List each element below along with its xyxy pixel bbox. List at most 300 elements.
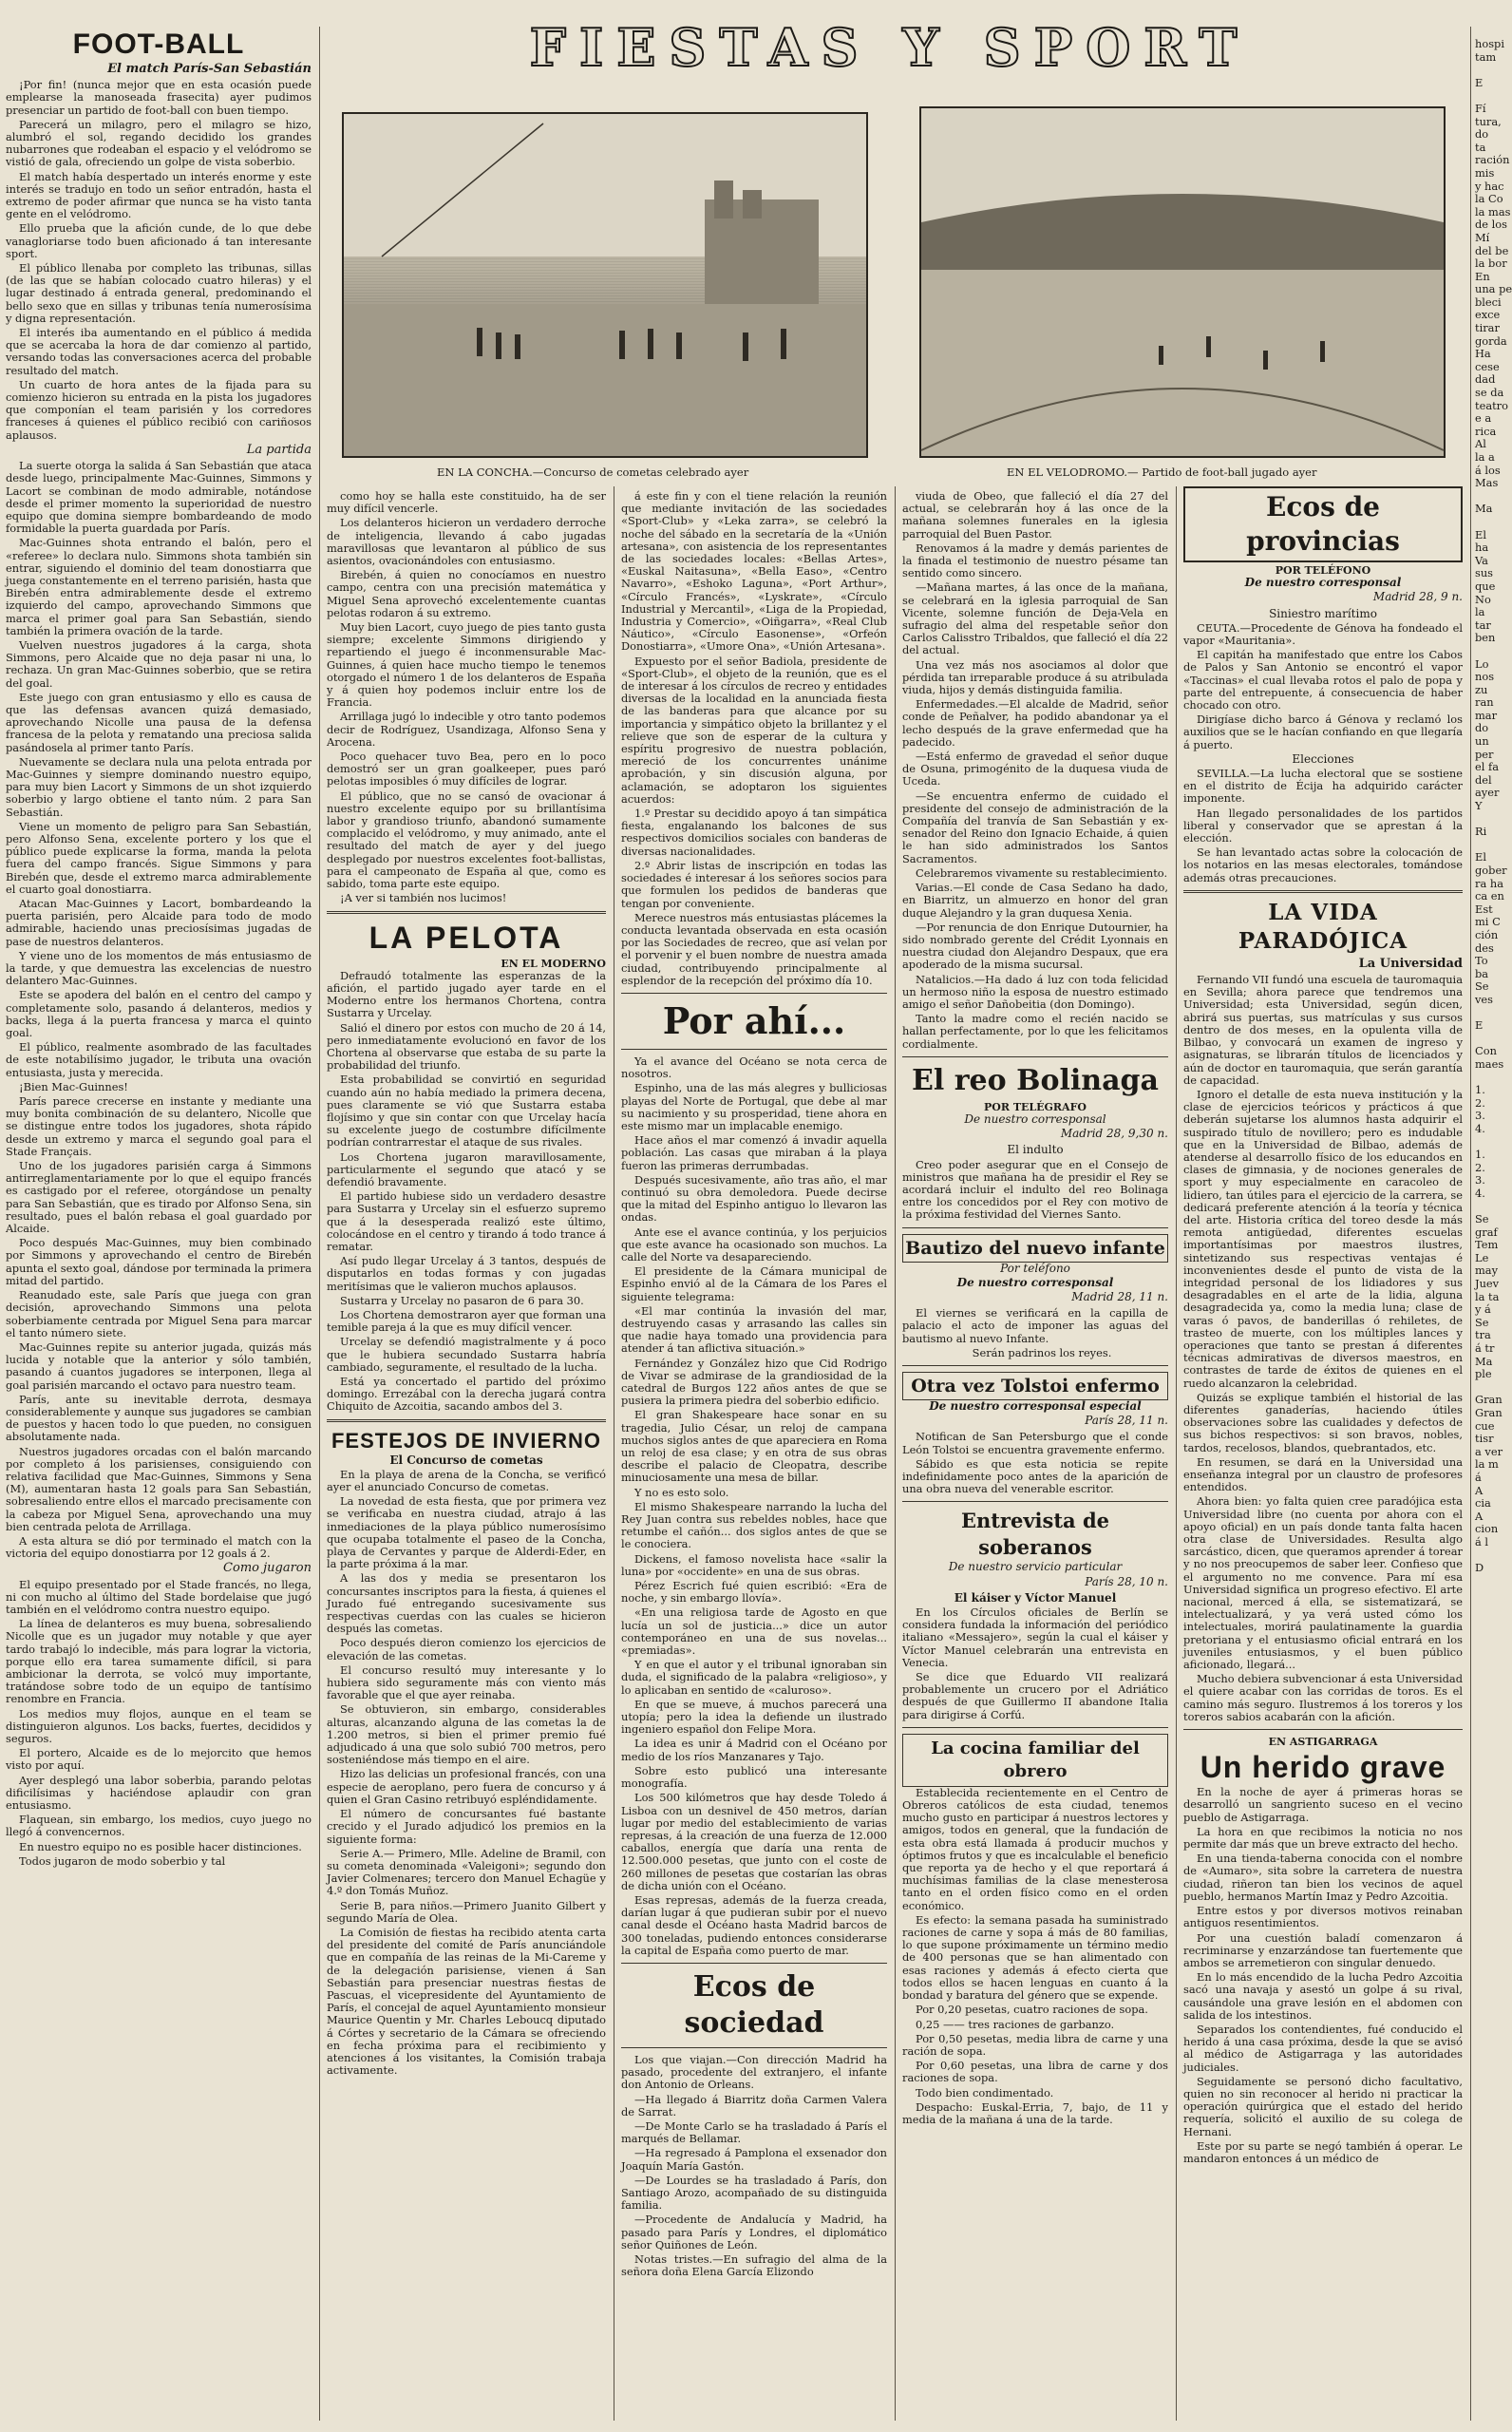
paragraph: Después sucesivamente, año tras año, el mar continuó su obra demoledora. Puede decirse que la mitad del Espinho antiguo lo llevaron las ondas. xyxy=(621,1172,887,1225)
paragraph: SEVILLA.—La lucha electoral que se sostiene en el distrito de Écija ha adquirido carácter imponente. xyxy=(1183,767,1463,806)
text-fragment: Ha xyxy=(1475,347,1491,361)
paragraph: En los Círculos oficiales de Berlín se considera fundada la información del periódico italiano «Messajero», según la cual el káiser y Víctor Manuel celebrarán una entrevista en Venecia. xyxy=(902,1606,1168,1669)
paragraph: viuda de Obeo, que falleció el día 27 del actual, se celebrarán hoy á las once de la mañana solemnes funerales en la iglesia parroquial del Buen Pastor. xyxy=(902,489,1168,541)
dateline: Madrid 28, 9 n. xyxy=(1372,590,1463,604)
text-fragment: Tem xyxy=(1475,1238,1499,1252)
text-fragment: tura, xyxy=(1475,114,1502,128)
text-fragment: mar xyxy=(1475,708,1498,722)
text-fragment: y hac xyxy=(1475,179,1504,193)
text-fragment: ves xyxy=(1475,992,1494,1006)
text-fragment: maes xyxy=(1475,1056,1504,1071)
paragraph: Natalicios.—Ha dado á luz con toda felicidad un hermoso niño la esposa de nuestro estimado amigo el señor Dañobeitia (don Domingo). xyxy=(902,972,1168,1011)
paragraph: Poco después Mac-Guinnes, muy bien combinado por Simmons y aprovechando el centro de Birebén apunta el sexto goal, dándose por terminada la primera mitad del partido. xyxy=(6,1236,312,1287)
paragraph: Los Chortena jugaron maravillosamente, particularmente el segundo que atacó y se defendió bravamente. xyxy=(327,1150,606,1188)
column-provincias xyxy=(1183,486,1463,2422)
paragraph: Mac-Guinnes repite su anterior jugada, quizás más lucida y notable que la anterior y sólo también, pasando á cuantos jugadores se interponen, llega al goal parisién marcando el octavo para nuestro team. xyxy=(6,1340,312,1392)
text-fragment: Gran xyxy=(1475,1393,1503,1407)
text-fragment: Lo xyxy=(1475,656,1489,671)
paragraph: Salió el dinero por estos con mucho de 20 á 14, pero inmediatamente evolucionó en favor de los Chortena al observarse que estaba de su parte la probabilidad del triunfo. xyxy=(327,1020,606,1073)
paragraph: Hizo las delicias un profesional francés, con una especie de aeroplano, pero fuera de concurso y á quien el Gran Casino retribuyó espléndidamente. xyxy=(327,1767,606,1806)
text-fragment: la mas xyxy=(1475,204,1511,218)
paragraph: En la playa de arena de la Concha, se verificó ayer el anunciado Concurso de cometas. xyxy=(327,1467,606,1494)
paragraph: Los delanteros hicieron un verdadero derroche de inteligencia, llevando á cabo jugadas maravillosas que levantaron al público de sus asientos, ovacionándoles con entusiasmo. xyxy=(327,516,606,568)
paragraph: Los Chortena demostraron ayer que forman una temible pareja á la que es muy difícil vencer. xyxy=(327,1307,606,1335)
paragraph: El concurso resultó muy interesante y lo hubiera sido seguramente más con viento más favorable que el que ayer reinaba. xyxy=(327,1662,606,1702)
text-fragment: 4. xyxy=(1475,1121,1485,1135)
paragraph: A las dos y media se presentaron los concursantes inscriptos para la fiesta, á quienes el Jurado fué entregando sucesivamente sus respectivas cuerdas con las cuales se hicieron después las cometas. xyxy=(327,1571,606,1636)
article-subtitle: Elecciones xyxy=(1292,751,1354,766)
text-fragment: la xyxy=(1475,605,1485,619)
paragraph: El viernes se verificará en la capilla de palacio el acto de imponer las aguas del bautismo al nuevo Infante. xyxy=(902,1306,1168,1345)
text-fragment: rica xyxy=(1475,424,1497,438)
caption-concha: EN LA CONCHA.—Concurso de cometas celebrado ayer xyxy=(437,466,749,479)
paragraph: Dickens, el famoso novelista hace «salir la luna» por «occidente» en una de sus obras. xyxy=(621,1551,887,1578)
paragraph: El público, realmente asombrado de las facultades de este notabilísimo jugador, le tributa una ovación entusiasta, justa y merecida. xyxy=(6,1040,312,1079)
text-fragment: tirar xyxy=(1475,321,1500,335)
paragraph: —Ha llegado á Biarritz doña Carmen Valera de Sarrat. xyxy=(621,2092,887,2118)
photo-velodromo-football xyxy=(919,106,1446,458)
divider xyxy=(621,1963,887,1964)
paragraph: «El mar continúa la invasión del mar, destruyendo casas y arrasando las calles sin que nadie haya tomado una providencia para atender á tan aflictiva situación.» xyxy=(621,1303,887,1356)
text-fragment: hospi xyxy=(1475,37,1504,50)
article-subtitle: El Concurso de cometas xyxy=(389,1453,543,1467)
paragraph: El número de concursantes fué bastante crecido y el Jurado adjudicó los premios en la siguiente forma: xyxy=(327,1807,606,1846)
paragraph: Defraudó totalmente las esperanzas de la afición, el partido jugado ayer tarde en el Moderno entre los hermanos Chortena, contra Sustarra y Urcelay. xyxy=(327,968,606,1020)
paragraph: Está ya concertado el partido del próximo domingo. Errezábal con la derecha jugará contra Chiquito de Azcoitia, sacando ambos del 3. xyxy=(327,1375,606,1414)
paragraph: El público, que no se cansó de ovacionar á nuestro excelente equipo por su brillantísima labor y grandioso triunfo, abandonó sumamente complacido el velódromo, y muy animado, ante el resultado del match de ayer y del juego desplegado por nuestros excelentes foot-ballistas, para el campeonato de España al que, como es sabido, toma parte este equipo. xyxy=(327,788,606,891)
paragraph: Por una cuestión baladí comenzaron á recriminarse y enzarzándose tan fuertemente que ambos se arremetieron con singular denuedo. xyxy=(1183,1930,1463,1969)
paragraph: Atacan Mac-Guinnes y Lacort, bombardeando la puerta parisién, pero Alcaide para todo de modo admirable, haciendo unas preciosísimas jugadas de pase de nuestros delanteros. xyxy=(6,897,312,948)
paragraph: CEUTA.—Procedente de Génova ha fondeado el vapor «Mauritania». xyxy=(1183,620,1463,648)
text-fragment: que xyxy=(1475,579,1496,593)
paragraph: El portero, Alcaide es de lo mejorcito que hemos visto por aquí. xyxy=(6,1746,312,1773)
paragraph: El capitán ha manifestado que entre los Cabos de Palos y San Antonio se encontró el vapor «Taccinas» el cual llevaba rotos el palo de popa y parte del entrepuente, á consecuencia de haber chocado con otro. xyxy=(1183,648,1463,712)
article-subtitle: Siniestro marítimo xyxy=(1269,606,1377,620)
article-title: FESTEJOS DE INVIERNO xyxy=(331,1428,602,1453)
paragraph: Arrillaga jugó lo indecible y otro tanto podemos decir de Rodríguez, Usandizaga, Alfonso Sena y Arocena. xyxy=(327,710,606,749)
text-fragment: a ver xyxy=(1475,1444,1503,1458)
paragraph: Tanto la madre como el recién nacido se hallan perfectamente, por lo que les felicitamos cordialmente. xyxy=(902,1012,1168,1051)
text-fragment: Ma xyxy=(1475,502,1493,516)
paragraph: Es efecto: la semana pasada ha suministrado raciones de carne y sopa á más de 80 familias, lo que supone próximamente un término medio de 400 personas que se han alimentado con esas raciones y además á efecto cierta que todos ellos se hacen lenguas en cuanto á la bondad y baratura del género que se expende. xyxy=(902,1912,1168,2003)
text-fragment: cion xyxy=(1475,1522,1499,1536)
text-fragment: 4. xyxy=(1475,1186,1485,1200)
paragraph: Un cuarto de hora antes de la fijada para su comienzo hicieron su entrada en la pista los jugadores que componían el team parisién y los corredores franceses á quienes el público recibió con cariñosos aplausos. xyxy=(6,377,312,442)
text-fragment: exce xyxy=(1475,308,1501,322)
text-fragment: Ri xyxy=(1475,825,1487,839)
photo-velodromo-illustration xyxy=(921,108,1444,456)
paragraph: 0,25 —— tres raciones de garbanzo. xyxy=(916,2017,1115,2031)
text-fragment: mis xyxy=(1475,165,1495,180)
text-fragment: El xyxy=(1475,527,1486,542)
paragraph: como hoy se halla este constituido, ha de ser muy difícil vencerle. xyxy=(327,489,606,516)
text-fragment: teatro xyxy=(1475,398,1508,412)
text-fragment: e a xyxy=(1475,411,1492,426)
paragraph: Sábido es que esta noticia se repite indefinidamente poco antes de la aparición de una obra nueva del venerable escritor. xyxy=(902,1456,1168,1496)
paragraph: ¡Por fin! (nunca mejor que en esta ocasión puede emplearse la manoseada frasecita) ayer pudimos presenciar un partido de foot-ball con buen tiempo. xyxy=(6,78,312,117)
divider xyxy=(902,1501,1168,1502)
paragraph: En que se mueve, á muchos parecerá una utopía; pero la idea la defiende un ilustrado ingeniero español don Felipe Mora. xyxy=(621,1697,887,1737)
article-subtitle: El indulto xyxy=(1007,1143,1064,1157)
text-fragment: una pe xyxy=(1475,282,1512,296)
kicker: EN ASTIGARRAGA xyxy=(1268,1736,1378,1749)
paragraph: El equipo presentado por el Stade francés, no llega, ni con mucho al último del Stade bordelaise que jugó también en el velódromo contra nuestro equipo. xyxy=(6,1577,312,1616)
paragraph: Flaquean, sin embargo, los medios, cuyo juego no llegó á convencernos. xyxy=(6,1813,312,1839)
paragraph: Establecida recientemente en el Centro de Obreros católicos de esta ciudad, tenemos mucho gusto en participar á nuestros lectores y amigos, todos en general, que la fundación de esta obra está llamada á producir muchos y óptimos frutos y que es incalculable el beneficio que reporta ya de hecho y el que reportará á muchísimas familias de la clase menesterosa tanto en el orden físico como en el orden económico. xyxy=(902,1785,1168,1912)
article-title: LA VIDA PARADÓJICA xyxy=(1238,899,1408,954)
paragraph: La Comisión de fiestas ha recibido atenta carta del presidente del comité de París anunciándole que en compañía de las reinas de la Mi-Careme y de la delegación parisiense, vienen á San Sebastián para presenciar nuestras fiestas de Pascuas, el vicepresidente del Ayuntamiento de París, el concejal de aquel Ayuntamiento monsieur Maurice Quentin y Mr. Charles Leboucq diputado á Córtes y secretario de la Cámara se ofreciendo en fecha próxima para el recibimiento y atenciones á los visitantes, la Comisión trabaja activamente. xyxy=(327,1925,606,2078)
text-fragment: do xyxy=(1475,721,1489,735)
paragraph: Pérez Escrich fué quien escribió: «Era de noche, y sin embargo llovía». xyxy=(621,1579,887,1606)
paragraph: Viene un momento de peligro para San Sebastián, pero Alfonso Sena, excelente portero y los que el público puede explicarse la forma, manda la pelota fuera del campo francés. Sigue Simmons y para Birebén que, desde el extremo marca admirablemente el cuarto goal donostiarra. xyxy=(6,819,312,896)
text-fragment: ca en xyxy=(1475,889,1504,903)
dateline: Madrid 28, 9,30 n. xyxy=(1060,1127,1168,1141)
text-fragment: mi C xyxy=(1475,915,1501,929)
paragraph: —Por renuncia de don Enrique Dutournier, ha sido nombrado gerente del Crédit Lyonnais en nuestra ciudad don Alejandro Despaux, que era apoderado de la misma sucursal. xyxy=(902,920,1168,972)
text-fragment: la Co xyxy=(1475,192,1503,206)
paragraph: Entre estos y por diversos motivos reinaban antiguos resentimientos. xyxy=(1183,1904,1463,1930)
paragraph: Hace años el mar comenzó á invadir aquella población. Las casas que miraban á la playa fueron las primeras derrumbadas. xyxy=(621,1133,887,1172)
paragraph: Nuevamente se declara nula una pelota entrada por Mac-Guinnes y siempre dominando nuestro equipo, para muy bien Lacort y Simmons de un shot izquierdo soberbio y largo obtiene el tanto núm. 2 para San Sebastián. xyxy=(6,754,312,819)
text-fragment: ra ha xyxy=(1475,876,1503,890)
text-fragment: dad xyxy=(1475,372,1496,387)
text-fragment: 1. xyxy=(1475,1148,1485,1162)
paragraph: Por 0,20 pesetas, cuatro raciones de sopa. xyxy=(916,2003,1148,2017)
column-telegrams xyxy=(902,490,1168,2422)
paragraph: En una tienda-taberna conocida con el nombre de «Aumaro», sita sobre la carretera de nuestra ciudad, riñeron tan bien los vecinos de aquel pueblo, hermanos Martín Imaz y Pedro Azcoitia. xyxy=(1183,1852,1463,1903)
text-fragment xyxy=(1475,813,1508,826)
paragraph: —Procedente de Andalucía y Madrid, ha pasado para París y Londres, el diplomático señor Quiñones de León. xyxy=(621,2213,887,2252)
text-fragment: del be xyxy=(1475,243,1509,257)
text-fragment: ayer xyxy=(1475,786,1500,800)
text-fragment: Se xyxy=(1475,1315,1489,1329)
paragraph: Este juego con gran entusiasmo y ello es causa de que las defensas avancen quizá demasiado, aprovechando Nicolle una pausa de la defensa francesa de la pelota y rematando una preciosa salida pasándosela al primer tanto París. xyxy=(6,690,312,754)
text-fragment xyxy=(1475,516,1508,529)
paragraph: En lo más encendido de la lucha Pedro Azcoitia sacó una navaja y asestó un golpe á su rival, causándole una grave lesión en el abdomen con salida de los intestinos. xyxy=(1183,1970,1463,2022)
column-por-ahi xyxy=(621,490,887,2422)
text-fragment: Est xyxy=(1475,902,1493,916)
article-title: Ecos de provincias xyxy=(1183,486,1463,562)
text-fragment: ran xyxy=(1475,695,1494,710)
article-title: Otra vez Tolstoi enfermo xyxy=(902,1372,1168,1400)
text-fragment: Con xyxy=(1475,1044,1497,1058)
paragraph: Han llegado personalidades de los partidos liberal y conservador que se aprestan á la elección. xyxy=(1183,806,1463,846)
text-fragment: á los xyxy=(1475,463,1501,477)
text-fragment: may xyxy=(1475,1264,1499,1278)
column-rule xyxy=(895,486,896,2421)
column-cropped-edge xyxy=(1475,37,1512,2422)
byline: De nuestro corresponsal xyxy=(1244,576,1402,590)
paragraph: Notifican de San Petersburgo que el conde León Tolstoi se encuentra gravemente enfermo. xyxy=(902,1430,1168,1456)
paragraph: Poco quehacer tuvo Bea, pero en lo poco demostró ser un gran goalkeeper, pues paró pelotas imposibles ó muy difíciles de lograr. xyxy=(327,750,606,788)
text-fragment: graf xyxy=(1475,1225,1498,1239)
paragraph: Enfermedades.—El alcalde de Madrid, señor conde de Peñalver, ha podido abandonar ya el lecho después de la grave enfermedad que ha padecido. xyxy=(902,697,1168,749)
byline: De nuestro corresponsal especial xyxy=(929,1398,1142,1413)
text-fragment: 2. xyxy=(1475,1095,1485,1110)
divider xyxy=(1183,1729,1463,1730)
text-fragment xyxy=(1475,645,1508,658)
paragraph: Nuestros jugadores orcadas con el balón marcando por completo á los parisienses, consiguiendo con relativa facilidad que Mac-Guinnes, Simmons y Sena (M), aumentaran hasta 12 goals para San Sebastián, sobresaliendo entre ellos el marcado precisamente con la cabeza por Miguel Sena, aprovechando una muy bien centrada pelota de Arrillaga. xyxy=(6,1444,312,1533)
text-fragment: tisr xyxy=(1475,1432,1494,1446)
text-fragment: tra xyxy=(1475,1328,1491,1342)
text-fragment: ción xyxy=(1475,927,1499,941)
divider xyxy=(621,993,887,994)
column-rule xyxy=(1470,27,1471,2421)
text-fragment: Ma xyxy=(1475,1354,1493,1368)
text-fragment: D xyxy=(1475,1561,1484,1575)
article-subtitle: La Universidad xyxy=(1358,956,1463,971)
photo-concha-illustration xyxy=(344,114,866,456)
text-fragment: Se xyxy=(1475,1212,1489,1226)
article-subtitle: El káiser y Víctor Manuel xyxy=(954,1590,1117,1605)
article-title: Bautizo del nuevo infante xyxy=(902,1234,1168,1263)
text-fragment: Mas xyxy=(1475,476,1499,490)
byline: De nuestro corresponsal xyxy=(956,1275,1114,1289)
paragraph: Renovamos á la madre y demás parientes de la finada el testimonio de nuestro pésame tan sentido como sincero. xyxy=(902,541,1168,580)
paragraph: En nuestro equipo no es posible hacer distinciones. xyxy=(19,1839,302,1853)
paragraph: La idea es unir á Madrid con el Océano por medio de los ríos Manzanares y Tajo. xyxy=(621,1737,887,1763)
paragraph: Esta probabilidad se convirtió en seguridad cuando aún no había mediado la primera decena, pues claramente se vió que Sustarra estaba flojísimo y que sin contar con que Urcelay hacía su excelente juego de costumbre difícilmente podrían contrarrestar el ataque de sus rivales. xyxy=(327,1073,606,1150)
paragraph: Y en que el autor y el tribunal ignoraban sin duda, el significado de la palabra «religioso», y lo aplicaban en sentido de «caluroso». xyxy=(621,1658,887,1697)
paragraph: Separados los contendientes, fué conducido el herido á una casa próxima, desde la que se avisó al médico de Astigarraga y las autoridades judiciales. xyxy=(1183,2022,1463,2074)
text-fragment xyxy=(1475,64,1508,77)
article-title: Entrevista de soberanos xyxy=(960,1509,1110,1560)
column-rule xyxy=(319,27,320,2421)
text-fragment: No xyxy=(1475,592,1491,606)
paragraph: El público llenaba por completo las tribunas, sillas (de las que se habían colocado cuatro hileras) y el lugar destinado á entrada general, predominando el bello sexo que en sillas y tribunas tenía numerosísima y digna representación. xyxy=(6,261,312,325)
text-fragment: En xyxy=(1475,269,1490,283)
article-title: LA PELOTA xyxy=(369,920,564,955)
text-fragment: Mí xyxy=(1475,230,1490,244)
text-fragment: Gran xyxy=(1475,1405,1503,1419)
paragraph: El match había despertado un interés enorme y este interés se tradujo en todo un señor entradón, hasta el extremo de poder afirmar que nunca se ha visto tanta gente en el velódromo. xyxy=(6,169,312,221)
paragraph: El partido hubiese sido un verdadero desastre para Sustarra y Urcelay sin el esfuerzo supremo que á la desesperada realizó este último, colocándose en el centro y tirando á todo trance á rematar. xyxy=(327,1189,606,1253)
text-fragment: A xyxy=(1475,1509,1484,1523)
text-fragment xyxy=(1475,1135,1508,1149)
text-fragment: ba xyxy=(1475,966,1489,980)
paragraph: Celebraremos vivamente su restablecimiento. xyxy=(916,865,1168,880)
paragraph: Los que viajan.—Con dirección Madrid ha pasado, procedente del extranjero, el infante don Antonio de Orleans. xyxy=(621,2052,887,2092)
paragraph: Ante ese el avance continúa, y los perjuicios que este avance ha ocasionado son muchos. La calle del Norte va desapareciendo. xyxy=(621,1225,887,1264)
text-fragment: Fí xyxy=(1475,101,1486,115)
text-fragment: 3. xyxy=(1475,1109,1485,1123)
text-fragment: El xyxy=(1475,850,1486,864)
paragraph: Todo bien condimentado. xyxy=(916,2085,1054,2100)
section-subhead: La partida xyxy=(246,442,312,457)
text-fragment: per xyxy=(1475,747,1494,761)
text-fragment: Se xyxy=(1475,979,1489,994)
paragraph: ¡Bien Mac-Guinnes! xyxy=(19,1079,128,1093)
text-fragment: ben xyxy=(1475,631,1496,645)
text-fragment: bleci xyxy=(1475,294,1502,309)
text-fragment: Le xyxy=(1475,1250,1489,1264)
divider xyxy=(902,1056,1168,1057)
text-fragment: la a xyxy=(1475,450,1495,464)
divider xyxy=(621,2047,887,2048)
paragraph: 1.º Prestar su decidido apoyo á tan simpática fiesta, engalanando los balcones de sus respectivos domicilios sociales con banderas de diversas nacionalidades. xyxy=(621,807,887,858)
paragraph: Mucho debiera subvencionar á esta Universidad el quiere acabar con las corridas de toros. Es el camino más seguro. Ilustremos á los toreros y los toreros sabios acabarán con la afición. xyxy=(1183,1672,1463,1723)
paragraph: Y no es esto solo. xyxy=(634,1485,729,1499)
text-fragment: un xyxy=(1475,734,1489,749)
dateline: París 28, 10 n. xyxy=(1085,1574,1168,1588)
paragraph: Mac-Guinnes shota entrando el balón, pero el «referee» lo declara nulo. Simmons shota también sin entrar, siguiendo el dominio del team donostiarra que juega constantemente en el terreno parisién, hasta que Birebén entra admirablemente desde el extremo izquierdo del campo, aprovechando Simmons que marca el primer goal para San Sebastián, siendo también la primera ovación de la tarde. xyxy=(6,536,312,637)
paragraph: Espinho, una de las más alegres y bulliciosas playas del Norte de Portugal, que debe al mar su nacimiento y su prosperidad, tiene ahora en este mismo mar un implacable enemigo. xyxy=(621,1081,887,1132)
paragraph: El gran Shakespeare hace sonar en su tragedia, Julio César, un reloj de campana muchos siglos antes de que apareciera en Roma un reloj de esa clase; y en otra de sus obras describe el palacio de Cleopatra, describe minuciosamente una mesa de billar. xyxy=(621,1408,887,1485)
paragraph: Serie A.— Primero, Mlle. Adeline de Bramil, con su cometa denominada «Valeigoni»; segundo don Javier Colmenares; tercero don Manuel Echagüe y 4.º don Tomás Muñoz. xyxy=(327,1846,606,1898)
text-fragment: ración xyxy=(1475,153,1510,167)
paragraph: Esas represas, además de la fuerza creada, darían lugar á que pudieran subir por el nuevo canal desde el Océano hasta Madrid barcos de 300 toneladas, pudiendo entonces considerarse la capital de España como puerto de mar. xyxy=(621,1892,887,1957)
text-fragment: á l xyxy=(1475,1534,1489,1548)
article-title: FOOT-BALL xyxy=(72,28,245,60)
paragraph: —Se encuentra enfermo de cuidado el presidente del consejo de administración de la Compañía del tranvía de San Sebastián y ex-senador del Reino don Ignacio Echaide, á quien le han sido administrados los Santos Sacramentos. xyxy=(902,788,1168,865)
divider xyxy=(902,1227,1168,1228)
paragraph: París parece crecerse en instante y mediante una muy bonita combinación de su delantero, Nicolle que se distingue entre todos los jugadores, shota rápido desde un extremo y marca el segundo goal para el Stade Français. xyxy=(6,1094,312,1158)
caption-velodromo: EN EL VELODROMO.— Partido de foot-ball jugado ayer xyxy=(1007,466,1317,479)
paragraph: Todos jugaron de modo soberbio y tal xyxy=(19,1853,226,1868)
text-fragment: y á xyxy=(1475,1302,1491,1317)
paragraph: á este fin y con el tiene relación la reunión que mediante invitación de las sociedades «Sport-Club» y «Leka zarra», se celebró la noche del sábado en la secretaría de la «Unión artesana», con asistencia de los representantes de las sociedades locales: «Bellas Artes», «Euskal Naitasuna», «Bella Easo», «Centro Navarro», «Eshoko Laguna», «Port Arthur», «Círculo Francés», «Lyskrate», «Círculo Industrial y Mercantil», «Liga de la Propiedad, Industria y Comercio», «Oiñgarra», «Real Club Náutico», «Círculo Easonense», «Orfeón Donostiarra», «Umore Ona», «Unión Artesana». xyxy=(621,489,887,654)
paragraph: Sustarra y Urcelay no pasaron de 6 para 30. xyxy=(340,1293,584,1307)
paragraph: —De Lourdes se ha trasladado á París, don Santiago Arozo, acompañado de su distinguida familia. xyxy=(621,2173,887,2213)
byline: POR TELÉGRAFO xyxy=(984,1100,1087,1113)
paragraph: En la noche de ayer á primeras horas se desarrolló un sangriento suceso en el vecino pueblo de Astigarraga. xyxy=(1183,1785,1463,1824)
paragraph: La novedad de esta fiesta, que por primera vez se verificaba en nuestra ciudad, atrajo á las inmediaciones de la playa público numerosísimo que ocupaba totalmente el paseo de la Concha, playa de Cervantes y parque de Alderdi-Eder, en la parte próxima á la mar. xyxy=(327,1494,606,1571)
text-fragment: ple xyxy=(1475,1367,1492,1381)
text-fragment: gorda xyxy=(1475,333,1507,348)
text-fragment: tar xyxy=(1475,618,1491,632)
column-rule xyxy=(1176,486,1177,2421)
article-title: La cocina familiar del obrero xyxy=(902,1734,1168,1787)
text-fragment: sus xyxy=(1475,566,1494,580)
text-fragment: Juev xyxy=(1475,1277,1500,1290)
paragraph: Ello prueba que la afición cunde, de lo que debe vanagloriarse todo buen aficionado á tan interesante sport. xyxy=(6,221,312,260)
text-fragment: la ta xyxy=(1475,1289,1500,1303)
divider xyxy=(327,1419,606,1422)
paragraph: Expuesto por el señor Badiola, presidente de «Sport-Club», el objeto de la reunión, que es el de interesar á los círculos de recreo y entidades diversas de la localidad en la anunciada fiesta de las banderas para que alcance por su importancia y simpático objeto la brillantez y el relieve que son de esperar de la cultura y espíritu progresivo de nuestra población, mereció de los concurrentes unánime aprobación, y sin discusión alguna, por aclamación, se adoptaron los siguientes acuerdos: xyxy=(621,654,887,806)
article-subtitle: El match París-San Sebastián xyxy=(107,62,312,76)
divider xyxy=(902,1365,1168,1366)
text-fragment: E xyxy=(1475,1018,1484,1033)
paragraph: Fernando VII fundó una escuela de tauromaquia en Sevilla; ahora parece que tendremos una Universidad; esta Universidad, según dicen, abrirá sus puertas, sus matrículas y sus cursos dentro de dos meses, en la opulenta villa de Bilbao, y convocará un examen de ingreso y asignaturas, se librarán títulos de licenciados y aún de doctor en tauromaquia, que serán garantía de capacidad. xyxy=(1183,973,1463,1087)
article-title: Un herido grave xyxy=(1200,1750,1446,1785)
text-fragment xyxy=(1475,89,1508,103)
paragraph: Quizás se explique también el historial de las diferentes ganaderías, haciendo útiles observaciones sobre las cualidades y defectos de sus bichos respectivos: si son bravos, nobles, tardos, recelosos, blandos, quebrantados, etc. xyxy=(1183,1390,1463,1454)
paragraph: El mismo Shakespeare narrando la lucha del Rey Juan contra sus rebeldes nobles, hace que retumbe el cañón... dos siglos antes de que se le conociera. xyxy=(621,1499,887,1551)
paragraph: A esta altura se dió por terminado el match con la victoria del equipo donostiarra por 12 goals á 2. xyxy=(6,1533,312,1561)
paragraph: Los medios muy flojos, aunque en el team se distinguieron algunos. Los backs, fuertes, decididos y seguros. xyxy=(6,1706,312,1745)
paragraph: Despacho: Euskal-Erria, 7, bajo, de 11 y media de la mañana á una de la tarde. xyxy=(902,2100,1168,2126)
column-football xyxy=(6,28,312,2422)
text-fragment: cese xyxy=(1475,359,1500,373)
paragraph: Ahora bien: yo falta quien cree paradójica esta Universidad libre (no cuenta por ahora con el apoyo oficial) en un país donde tanta falta hacen otra clase de Universidades. Resulta algo sarcástico, dicen, que queramos aprender á torear y no nos preocupemos de saber leer. Confieso que el argumento no me convence. Para mí esa Universidad significa un progreso efectivo. El arte nacional, merced á ella, se sistematizará, se intelectualizará, y ya verá usted cómo los intelectuales, morirá paulatinamente la guardia pretoriana y el entusiasmo oficial entrará en los juveniles entusiasmos, y el buen público aficionado, llegará... xyxy=(1183,1494,1463,1672)
text-fragment: se da xyxy=(1475,386,1504,400)
paragraph: Seguidamente se personó dicho facultativo, quien no sin reconocer al herido ni practicar la operación quirúrgica que el estado del herido requería, solicitó el auxilio de su colega de Hernani. xyxy=(1183,2074,1463,2138)
text-fragment: cia xyxy=(1475,1496,1491,1510)
paragraph: —Está enfermo de gravedad el señor duque de Osuna, primogénito de la duquesa viuda de Uceda. xyxy=(902,750,1168,788)
paragraph: París, ante su inevitable derrota, desmaya considerablemente y aunque sus jugadores se cambian de puestos y hacen todo lo que pueden, no consiguen absolutamente nada. xyxy=(6,1392,312,1444)
section-banner: FIESTAS Y SPORT xyxy=(529,17,1251,78)
paragraph: —De Monte Carlo se ha trasladado á París el marqués de Bellamar. xyxy=(621,2118,887,2146)
paragraph: Poco después dieron comienzo los ejercicios de elevación de las cometas. xyxy=(327,1636,606,1662)
paragraph: Urcelay se defendió magistralmente y á poco que le hubiera secundado Sustarra habría cambiado, seguramente, el resultado de la lucha. xyxy=(327,1335,606,1374)
text-fragment xyxy=(1475,1381,1508,1395)
paragraph: Parecerá un milagro, pero el milagro se hizo, alumbró el sol, regando decidido los grandes nubarrones que rodeaban el espacio y el velódromo se vistió de gala, ofreciendo un golpe de vista soberbio. xyxy=(6,117,312,169)
divider xyxy=(327,911,606,914)
paragraph: Así pudo llegar Urcelay á 3 tantos, después de disputarlos en todas formas y con jugadas meritísimas que le valieron muchos aplausos. xyxy=(327,1254,606,1293)
paragraph: Por 0,50 pesetas, media libra de carne y una ración de sopa. xyxy=(902,2031,1168,2058)
text-fragment: cue xyxy=(1475,1418,1495,1433)
paragraph: Ya el avance del Océano se nota cerca de nosotros. xyxy=(621,1054,887,1081)
paragraph: Se obtuvieron, sin embargo, considerables alturas, alcanzando alguna de las cometas la de 1.200 metros, si bien el primer premio fué adjudicado á una que solo subió 700 metros, pero sosteniéndose más tiempo en el aire. xyxy=(327,1702,606,1767)
text-fragment xyxy=(1475,1007,1508,1020)
text-fragment xyxy=(1475,1033,1508,1046)
paragraph: Fernández y González hizo que Cid Rodrigo de Vivar se admirase de la grandiosidad de la catedral de Burgos 122 años antes de que se pusiera la primera piedra del soberbio edificio. xyxy=(621,1356,887,1408)
section-subhead: Como jugaron xyxy=(223,1561,312,1576)
text-fragment: de los xyxy=(1475,218,1507,232)
paragraph: Uno de los jugadores parisién carga á Simmons antirreglamentariamente por lo que el equipo francés es castigado por el referee, otorgándose un penalty para San Sebastián, que es tirado por Alfonso Sena, sin resultado, pues el balón rebasa el goal guardado por Alcaide. xyxy=(6,1159,312,1236)
paragraph: Serán padrinos los reyes. xyxy=(972,1345,1112,1359)
byline: De nuestro servicio particular xyxy=(948,1560,1123,1574)
text-fragment: nos xyxy=(1475,670,1495,684)
dateline: París 28, 11 n. xyxy=(1085,1414,1168,1428)
paragraph: Ayer desplegó una labor soberbia, parando pelotas dificilísimas y haciéndose aplaudir con gran entusiasmo. xyxy=(6,1773,312,1813)
paragraph: Varias.—El conde de Casa Sedano ha dado, en Biarritz, un almuerzo en honor del gran duque Alejandro y la gran duquesa Xenia. xyxy=(902,881,1168,920)
text-fragment: el fa xyxy=(1475,760,1500,774)
text-fragment xyxy=(1475,1200,1508,1213)
paragraph: 2.º Abrir listas de inscripción en todas las sociedades é interesar á los señores socios para que formulen los pedidos de banderas que tengan por conveniente. xyxy=(621,858,887,910)
paragraph: «En una religiosa tarde de Agosto en que lucía un sol de justicia...» dice un autor contemporáneo en una de sus novelas... «premiadas». xyxy=(621,1606,887,1658)
text-fragment: E xyxy=(1475,75,1484,89)
text-fragment: Al xyxy=(1475,437,1486,451)
paragraph: Merece nuestros más entusiastas plácemes la conducta levantada observada en esta ocasión por las Sociedades de recreo, que así velan por el porvenir y el buen nombre de nuestra amada ciudad, contribuyendo principalmente al esplendor de la recepción del próximo día 10. xyxy=(621,910,887,987)
text-fragment: Y xyxy=(1475,799,1483,813)
text-fragment: To xyxy=(1475,954,1488,968)
paragraph: Notas tristes.—En sufragio del alma de la señora doña Elena García Elizondo xyxy=(621,2252,887,2279)
article-subtitle: EN EL MODERNO xyxy=(501,957,606,970)
byline: Por teléfono xyxy=(1000,1261,1070,1275)
text-fragment: Va xyxy=(1475,553,1488,567)
paragraph: La suerte otorga la salida á San Sebastián que ataca desde luego, principalmente Mac-Guinnes, Simmons y Lacort se combinan de modo admirable, notándose desde el primer momento la superioridad de nuestro equipo que domina siempre bombardeando de modo formidable la puerta guardada por París. xyxy=(6,459,312,536)
paragraph: Sobre esto publicó una interesante monografía. xyxy=(621,1763,887,1791)
divider xyxy=(1183,890,1463,893)
paragraph: Por 0,60 pesetas, una libra de carne y dos raciones de sopa. xyxy=(902,2059,1168,2085)
paragraph: Muy bien Lacort, cuyo juego de pies tanto gusta siempre; excelente Simmons dirigiendo y repartiendo el juego é inconmensurable Mac-Guinnes, á quien hace mucho tiempo le tenemos otorgado el número 1 de los delanteros de España y á quien hoy podemos incluir entre los de Francia. xyxy=(327,620,606,710)
paragraph: Serie B, para niños.—Primero Juanito Gilbert y segundo María de Olea. xyxy=(327,1898,606,1925)
article-title: El reo Bolinaga xyxy=(912,1063,1159,1097)
paragraph: —Mañana martes, á las once de la mañana, se celebrará en la iglesia parroquial de San Vicente, solemne función de Deja-Vela en sufragio del alma del respetable señor don Carlos Calisstro Tribaldos, que falleció el día 22 del actual. xyxy=(902,580,1168,657)
text-fragment xyxy=(1475,1548,1508,1562)
text-fragment: A xyxy=(1475,1483,1484,1497)
article-title: Por ahí... xyxy=(662,998,846,1042)
text-fragment: del xyxy=(1475,772,1492,787)
column-pelota xyxy=(327,490,606,2422)
paragraph: Una vez más nos asociamos al dolor que pérdida tan irreparable produce á su atribulada viuda, hijos y demás distinguida familia. xyxy=(902,657,1168,697)
text-fragment: la bor xyxy=(1475,256,1507,271)
paragraph: Birebén, á quien no conocíamos en nuestro campo, centra con una precisión matemática y Miguel Sena aprovechó excelentemente cuantas pelotas rodaron á su extremo. xyxy=(327,568,606,619)
paragraph: Ignoro el detalle de esta nueva institución y la clase de ejercicios teóricos y prácticos á que deberán sujetarse los alumnos hasta adquirir el suspirado título de novillero; pero es indudable que en la Universidad de Bilbao, además de atenderse al desarrollo físico de los educandos en clases de gimnasia, y de nociones generales de sport y muy especialmente en caracoleo de lidiero, tan útiles para el ejercicio de la carrera, se dedicará preferente atención á la teoría y técnica del arte. Historia crítica del toreo desde la más remota antigüedad, diferentes escuelas importantísimas por maestros ilustres, sintetizando sus respectivas ventajas é inconvenientes desde el punto de vista de la integridad personal de los lidiadores y sus desagradables en el arte de la lidia, alguna desagradecida ya, como la media luna; clase de varas ó pavos, de banderillas ó rehiletes, de trasteo de muerte, con los múltiples lances y operaciones que tanto se prestan á diferentes técnicas admirativas de diversos maestros, en contrastes de tarde de éxitos de quienes en el ruedo alcanzaron la celebridad. xyxy=(1183,1087,1463,1390)
text-fragment xyxy=(1475,490,1508,504)
paragraph: Se han levantado actas sobre la colocación de los notarios en las mesas electorales, tomándose además otras precauciones. xyxy=(1183,846,1463,884)
text-fragment: á xyxy=(1475,1470,1482,1484)
text-fragment xyxy=(1475,1072,1508,1085)
text-fragment: do xyxy=(1475,127,1489,142)
paragraph: Y viene uno de los momentos de más entusiasmo de la tarde, y que demuestra las excelencias de nuestro delantero Mac-Guinnes. xyxy=(6,948,312,988)
text-fragment: ha xyxy=(1475,541,1489,555)
dateline: Madrid 28, 11 n. xyxy=(1071,1289,1168,1303)
paragraph: Creo poder asegurar que en el Consejo de ministros que mañana ha de presidir el Rey se acordará incluir el indulto del reo Bolinaga entre los concedidos por el Rey con motivo de la próxima festividad del Viernes Santo. xyxy=(902,1157,1168,1222)
photo-concha-kites xyxy=(342,112,868,458)
article-title: Ecos de sociedad xyxy=(684,1969,824,2040)
